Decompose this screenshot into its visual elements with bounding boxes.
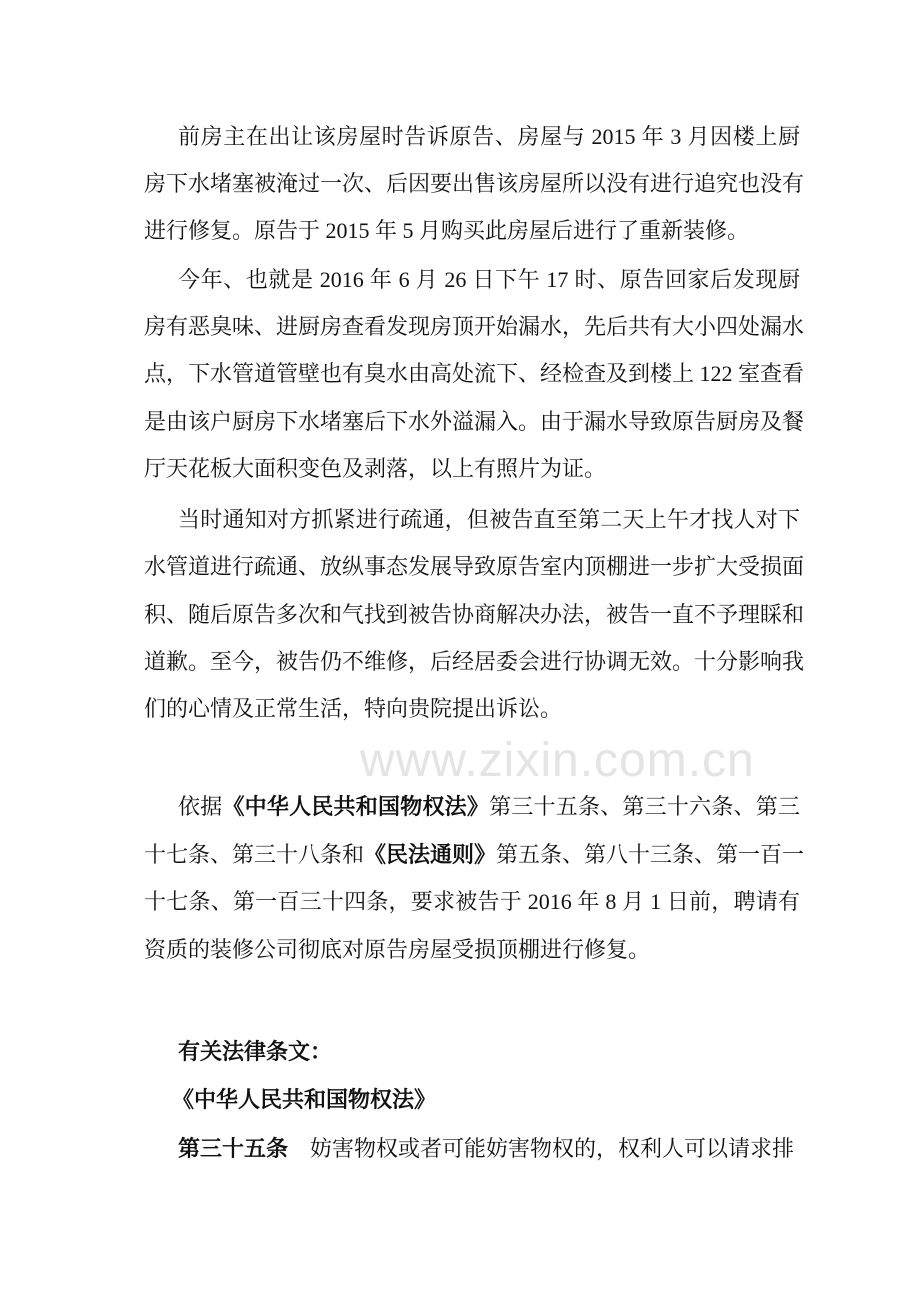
paragraph-line: 点，下水管道管壁也有臭水由高处流下、经检查及到楼上 122 室查看: [144, 361, 805, 386]
paragraph-line: 今年、也就是 2016 年 6 月 26 日下午 17 时、原告回家后发现厨: [178, 267, 800, 292]
paragraph-line: 当时通知对方抓紧进行疏通，但被告直至第二天上午才找人对下: [178, 507, 800, 532]
law-name: 《中华人民共和国物权法》: [222, 794, 490, 819]
law-heading: 有关法律条文：: [178, 1039, 333, 1064]
paragraph-line: 是由该户厨房下水堵塞后下水外溢漏入。由于漏水导致原告厨房及餐: [144, 409, 805, 434]
article-35: [178, 1133, 800, 1165]
text: 第三十五条、第三十六条、第三: [489, 794, 800, 819]
paragraph-line: 水管道进行疏通、放纵事态发展导致原告室内顶棚进一步扩大受损面: [144, 554, 805, 579]
paragraph-line: 房下水堵塞被淹过一次、后因要出售该房屋所以没有进行追究也没有: [144, 171, 805, 196]
law-title: 《中华人民共和国物权法》: [172, 1087, 437, 1112]
paragraph-line: 前房主在出让该房屋时告诉原告、房屋与 2015 年 3 月因楼上厨: [178, 124, 800, 149]
text: 第五条、第八十三条、第一百一: [496, 842, 805, 867]
paragraph-line: 十七条、第一百三十四条，要求被告于 2016 年 8 月 1 日前，聘请有: [144, 889, 800, 914]
law-name: 《民法通则》: [364, 842, 497, 867]
article-label: 第三十五条: [178, 1136, 289, 1161]
article-text: 妨害物权或者可能妨害物权的，权利人可以请求排: [310, 1136, 795, 1161]
paragraph-line: [178, 791, 800, 823]
paragraph-line: 道歉。至今，被告仍不维修，后经居委会进行协调无效。十分影响我: [144, 649, 805, 674]
paragraph-line: [144, 839, 805, 871]
paragraph-line: 房有恶臭味、进厨房查看发现房顶开始漏水，先后共有大小四处漏水: [144, 314, 805, 339]
paragraph-line: 资质的装修公司彻底对原告房屋受损顶棚进行修复。: [144, 937, 651, 962]
paragraph-line: 厅天花板大面积变色及剥落，以上有照片为证。: [144, 456, 607, 481]
paragraph-line: 积、随后原告多次和气找到被告协商解决办法，被告一直不予理睬和: [144, 602, 805, 627]
paragraph-line: 进行修复。原告于 2015 年 5 月购买此房屋后进行了重新装修。: [144, 218, 750, 243]
text: 依据: [178, 794, 223, 819]
watermark: www.zixin.com.cn: [360, 734, 755, 787]
text: 十七条、第三十八条和: [144, 842, 365, 867]
paragraph-line: 们的心情及正常生活，特向贵院提出诉讼。: [144, 696, 563, 721]
